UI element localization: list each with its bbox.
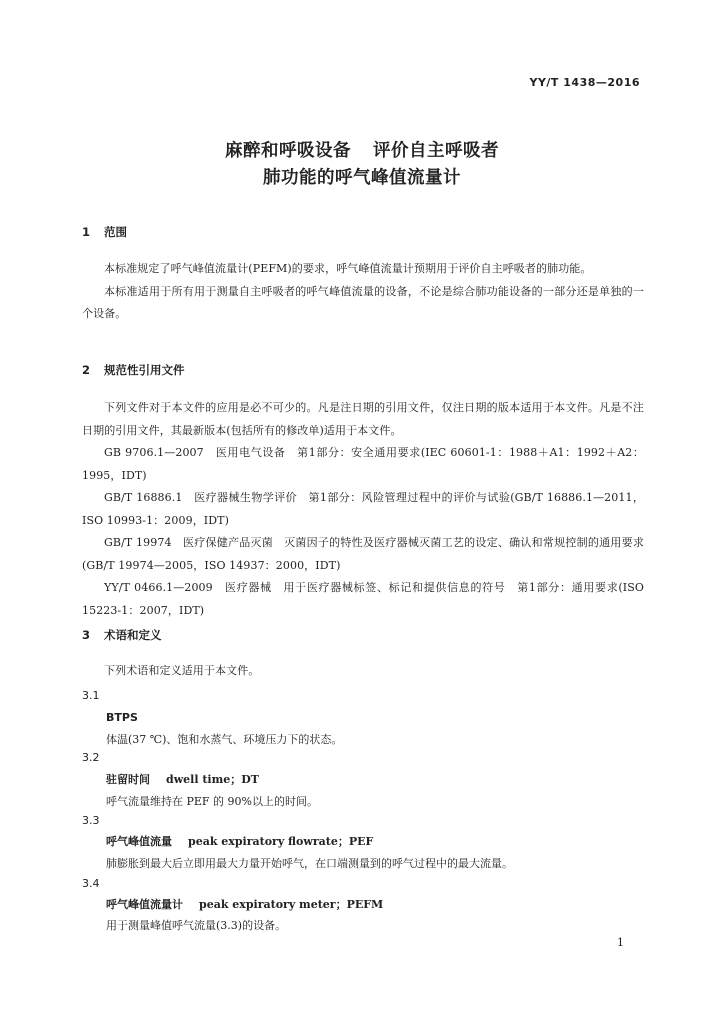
title-line-1-part-2: 评价自主呼吸者	[373, 141, 499, 161]
title-line-2: 肺功能的呼气峰值流量计	[263, 168, 461, 188]
section-1-heading	[82, 224, 644, 240]
section-2-heading	[82, 362, 644, 378]
term-name-cn: 呼气峰值流量计	[106, 898, 183, 911]
term-name-cn: 驻留时间	[106, 773, 150, 786]
standard-code: YY/T 1438—2016	[529, 76, 640, 89]
term-name	[106, 772, 646, 788]
title-line-1	[0, 138, 724, 165]
page-number: 1	[617, 936, 624, 949]
term-name-cn: BTPS	[106, 711, 138, 724]
section-2-number: 2	[82, 363, 91, 377]
term-name-en: dwell time；DT	[166, 773, 259, 786]
section-2-paragraph: 下列文件对于本文件的应用是必不可少的。凡是注日期的引用文件，仅注日期的版本适用于本文件。凡是不注日期的引用文件，其最新版本(包括所有的修改单)适用于本文件。	[82, 401, 644, 437]
term-number: 3.3	[82, 814, 100, 827]
section-3-intro-block	[82, 660, 644, 683]
term-name-cn: 呼气峰值流量	[106, 835, 172, 848]
term-definition: 体温(37 ℃)、饱和水蒸气、环境压力下的状态。	[106, 733, 343, 746]
section-1-title: 范围	[104, 225, 127, 239]
section-3-title: 术语和定义	[104, 628, 162, 642]
section-2-body	[82, 397, 644, 622]
section-1-paragraph: 本标准适用于所有用于测量自主呼吸者的呼气峰值流量的设备，不论是综合肺功能设备的一部分还是单独的一个设备。	[82, 284, 644, 320]
term-name-en: peak expiratory flowrate；PEF	[188, 835, 374, 848]
term-number: 3.1	[82, 689, 100, 702]
term-definition: 用于测量峰值呼气流量(3.3)的设备。	[106, 919, 287, 932]
section-1-paragraph: 本标准规定了呼气峰值流量计(PEFM)的要求，呼气峰值流量计预期用于评价自主呼吸者的肺功能。	[104, 262, 592, 275]
normative-reference: GB/T 19974 医疗保健产品灭菌 灭菌因子的特性及医疗器械灭菌工艺的设定、确认和常规控制的通用要求(GB/T 19974—2005，ISO 14937：2000，IDT)	[82, 536, 644, 572]
section-3-number: 3	[82, 628, 91, 642]
section-3-heading	[82, 627, 644, 643]
term-number: 3.2	[82, 751, 100, 764]
term-definition: 肺膨胀到最大后立即用最大力量开始呼气，在口端测量到的呼气过程中的最大流量。	[106, 857, 513, 870]
normative-reference: YY/T 0466.1—2009 医疗器械 用于医疗器械标签、标记和提供信息的符号 第1部分：通用要求(ISO 15223-1：2007，IDT)	[82, 581, 644, 617]
term-name-en: peak expiratory meter；PEFM	[199, 898, 384, 911]
term-name	[106, 834, 646, 850]
title-line-1-part-1: 麻醉和呼吸设备	[225, 141, 351, 161]
section-1-body	[82, 258, 644, 326]
term-name	[106, 710, 646, 726]
section-1-number: 1	[82, 225, 91, 239]
term-definition: 呼气流量维持在 PEF 的 90%以上的时间。	[106, 795, 319, 808]
normative-reference: GB 9706.1—2007 医用电气设备 第1部分：安全通用要求(IEC 60601-1：1988＋A1：1992＋A2：1995，IDT)	[82, 446, 644, 482]
term-name	[106, 897, 646, 913]
term-number: 3.4	[82, 877, 100, 890]
normative-reference: GB/T 16886.1 医疗器械生物学评价 第1部分：风险管理过程中的评价与试验(GB/T 16886.1—2011，ISO 10993-1：2009，IDT)	[82, 491, 644, 527]
document-title	[0, 138, 724, 192]
section-2-title: 规范性引用文件	[104, 363, 185, 377]
section-3-intro: 下列术语和定义适用于本文件。	[104, 664, 260, 677]
